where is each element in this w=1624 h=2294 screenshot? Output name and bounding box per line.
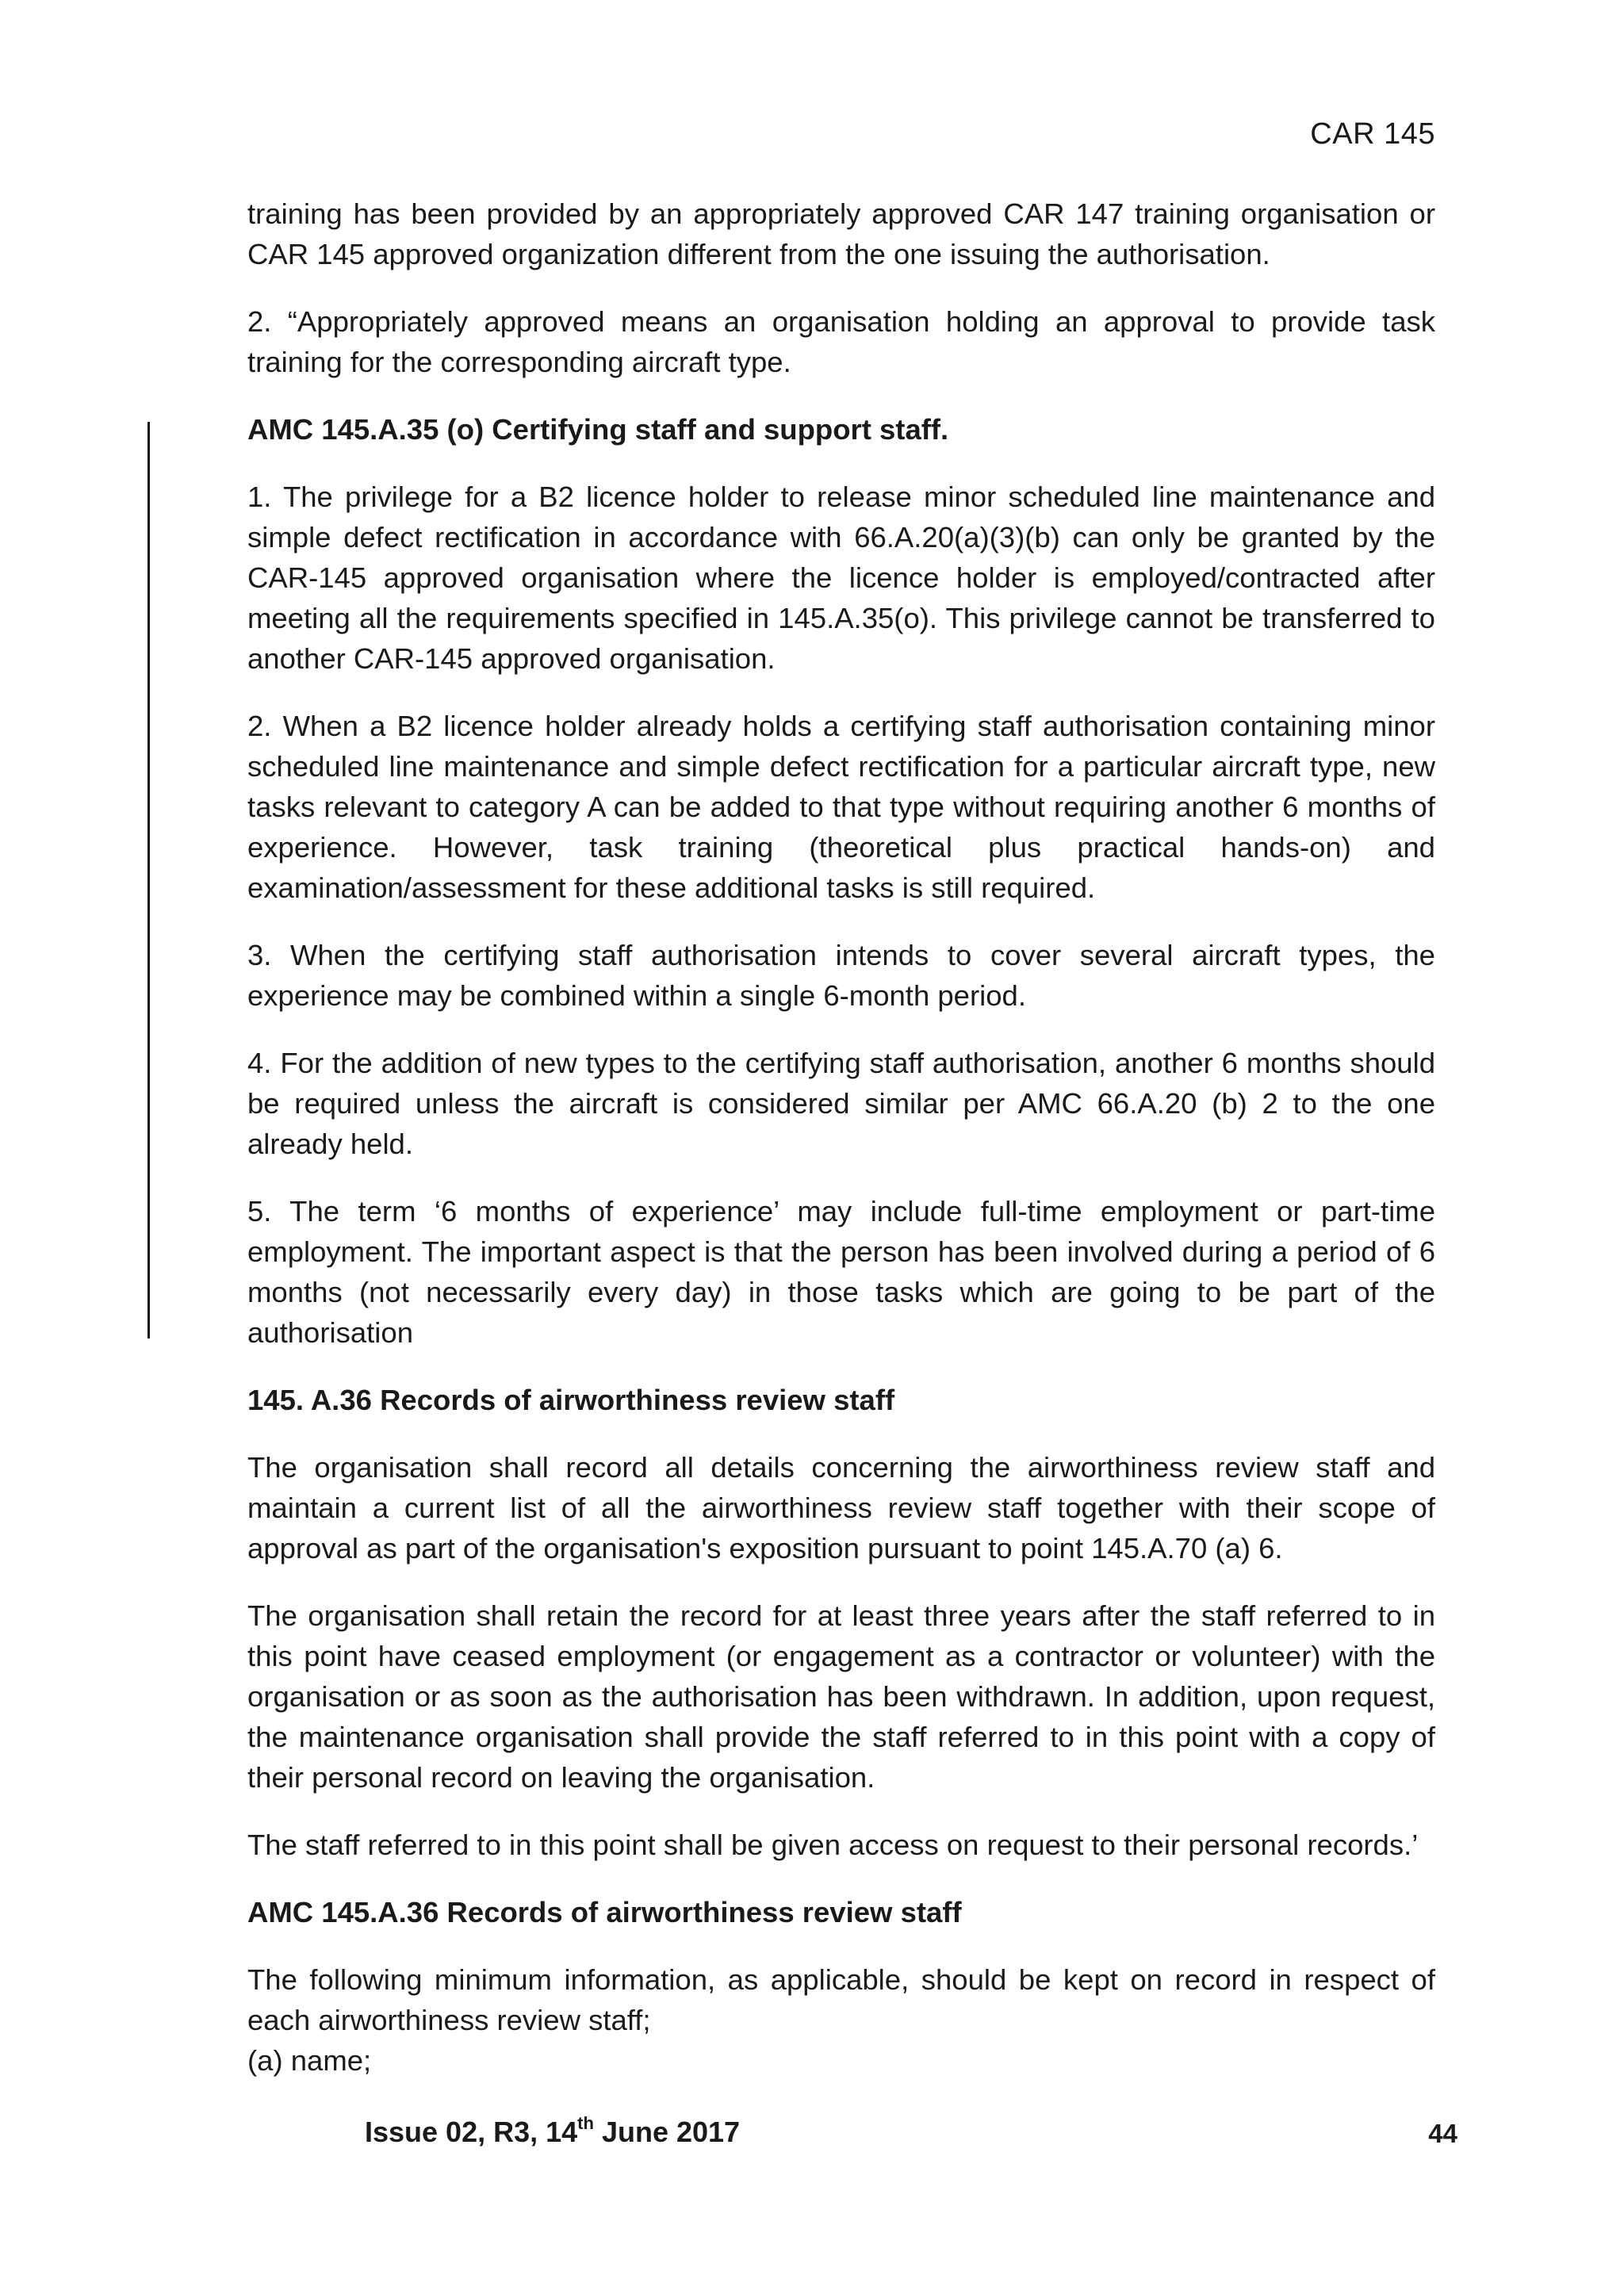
paragraph-appropriately-approved: 2. “Appropriately approved means an organisation holding an approval to provide task training for the corresponding aircraft type. — [247, 305, 1435, 378]
amc-35o-item-5: 5. The term ‘6 months of experience’ may include full-time employment or part-time employment. The important aspect is that the person has been involved during a period of 6 months (not necessarily every day) in those tasks which are going to be part of the authorisation — [247, 1195, 1435, 1349]
body-text — [247, 193, 1435, 2081]
amc-35o-item-4: 4. For the addition of new types to the certifying staff authorisation, another 6 months should be required unless the aircraft is considered similar per AMC 66.A.20 (b) 2 to the one already held. — [247, 1047, 1435, 1160]
section-heading-amc-145-a36: AMC 145.A.36 Records of airworthiness review staff — [247, 1896, 962, 1928]
section-heading-145-a36: 145. A.36 Records of airworthiness review staff — [247, 1384, 895, 1416]
page-number: 44 — [1428, 2119, 1457, 2148]
a36-paragraph-1: The organisation shall record all details concerning the airworthiness review staff and maintain a current list of all the airworthiness review staff together with their scope of approval as part of the organisation's exposition pursuant to point 145.A.70 (a) 6. — [247, 1451, 1435, 1564]
issue-date — [365, 2113, 741, 2149]
issue-superscript: th — [577, 2113, 594, 2133]
amc-36-intro: The following minimum information, as applicable, should be kept on record in respect of each airworthiness review staff; — [247, 1963, 1435, 2036]
issue-suffix: June 2017 — [593, 2116, 741, 2148]
revision-change-bar — [147, 422, 150, 1338]
amc-35o-item-3: 3. When the certifying staff authorisation intends to cover several aircraft types, the experience may be combined within a single 6-month period. — [247, 939, 1435, 1012]
document-reference: CAR 145 — [1310, 117, 1435, 151]
issue-prefix: Issue 02, R3, 14 — [365, 2116, 578, 2148]
paragraph-continuation: training has been provided by an appropriately approved CAR 147 training organisation or CAR 145 approved organization different from the one issuing the authorisation. — [247, 197, 1435, 270]
amc-35o-item-2: 2. When a B2 licence holder already holds a certifying staff authorisation containing minor scheduled line maintenance and simple defect rectification for a particular aircraft type, new tasks relevant to category A can be added to that type without requiring another 6 months of experience. However, task training (theoretical plus practical hands-on) and examination/assessment for these additional tasks is still required. — [247, 710, 1435, 904]
amc-36-list-item-a: (a) name; — [247, 2044, 372, 2077]
section-heading-amc-145-a35o: AMC 145.A.35 (o) Certifying staff and support staff. — [247, 413, 949, 446]
a36-paragraph-2: The organisation shall retain the record for at least three years after the staff referred to in this point have ceased employment (or engagement as a contractor or volunteer) with the organisation or as soon as the authorisation has been withdrawn. In addition, upon request, the maintenance organisation shall provide the staff referred to in this point with a copy of their personal record on leaving the organisation. — [247, 1599, 1435, 1794]
amc-35o-item-1: 1. The privilege for a B2 licence holder to release minor scheduled line maintenance and simple defect rectification in accordance with 66.A.20(a)(3)(b) can only be granted by the CAR-145 approved organisation where the licence holder is employed/contracted after meeting all the requirements specified in 145.A.35(o). This privilege cannot be transferred to another CAR-145 approved organisation. — [247, 481, 1435, 675]
a36-paragraph-3: The staff referred to in this point shall be given access on request to their personal records.’ — [247, 1829, 1419, 1861]
